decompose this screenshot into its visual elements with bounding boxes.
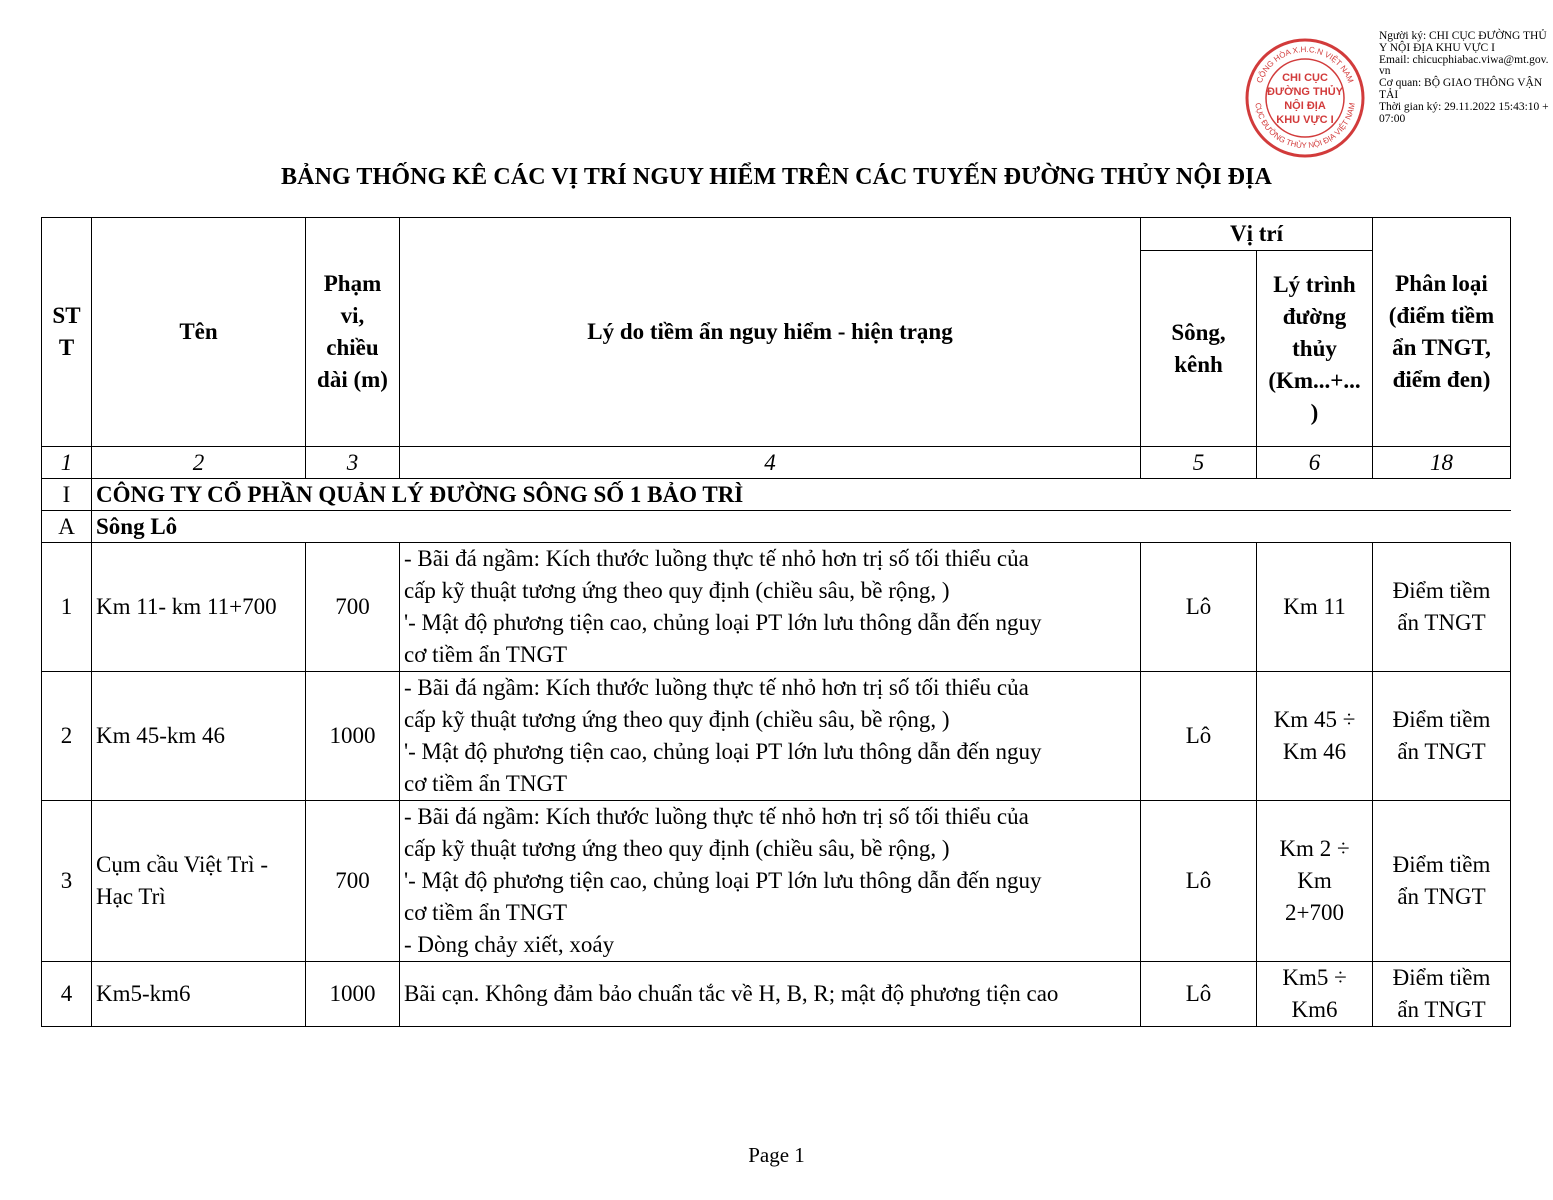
row-ten: Km5-km6 xyxy=(92,962,306,1027)
col-number: 3 xyxy=(306,447,400,479)
header-ly-do: Lý do tiềm ẩn nguy hiểm - hiện trạng xyxy=(400,218,1141,447)
section-title: Sông Lô xyxy=(92,511,1511,543)
svg-text:CỘNG HÒA X.H.C.N VIỆT NAM: CỘNG HÒA X.H.C.N VIỆT NAM xyxy=(1254,44,1356,85)
row-pham-vi: 1000 xyxy=(306,672,400,801)
table-row xyxy=(42,962,1511,1027)
row-song: Lô xyxy=(1141,543,1257,672)
svg-text:KHU VỰC I: KHU VỰC I xyxy=(1276,114,1334,126)
digital-signature-info xyxy=(1379,31,1549,125)
svg-text:ĐƯỜNG THỦY: ĐƯỜNG THỦY xyxy=(1267,86,1343,98)
row-stt: 3 xyxy=(42,801,92,962)
header-ly-trinh: Lý trình đường thủy (Km...+... ) xyxy=(1257,251,1373,447)
header-pham-vi: Phạm vi, chiều dài (m) xyxy=(306,218,400,447)
hazard-table xyxy=(41,217,1511,1027)
row-ten: Km 11- km 11+700 xyxy=(92,543,306,672)
row-stt: 2 xyxy=(42,672,92,801)
section-number: A xyxy=(42,511,92,543)
row-stt: 1 xyxy=(42,543,92,672)
row-song: Lô xyxy=(1141,672,1257,801)
column-number-row xyxy=(42,447,1511,479)
svg-text:CỤC ĐƯỜNG THỦY NỘI ĐỊA VIỆT NA: CỤC ĐƯỜNG THỦY NỘI ĐỊA VIỆT NAM xyxy=(1253,102,1357,151)
col-number: 2 xyxy=(92,447,306,479)
row-ly-trinh: Km5 ÷ Km6 xyxy=(1257,962,1373,1027)
row-pham-vi: 700 xyxy=(306,801,400,962)
row-ly-trinh: Km 2 ÷ Km 2+700 xyxy=(1257,801,1373,962)
svg-text:NỘI ĐỊA: NỘI ĐỊA xyxy=(1284,100,1326,112)
row-ly-trinh: Km 45 ÷ Km 46 xyxy=(1257,672,1373,801)
row-ly-do: - Bãi đá ngầm: Kích thước luồng thực tế nhỏ hơn trị số tối thiểu của cấp kỹ thuật tương ứng theo quy định (chiều sâu, bề rộng, ) '- Mật độ phương tiện cao, chủng loại PT lớn lưu thông dẫn đến nguy cơ tiềm ẩn TNGT - Dòng chảy xiết, xoáy xyxy=(400,801,1141,962)
header-row xyxy=(42,218,1511,251)
table-row xyxy=(42,801,1511,962)
header-stt: ST T xyxy=(42,218,92,447)
table-row xyxy=(42,672,1511,801)
col-number: 4 xyxy=(400,447,1141,479)
official-seal xyxy=(1243,36,1367,160)
page-footer: Page 1 xyxy=(748,1143,805,1167)
agency-line: Cơ quan: BỘ GIAO THÔNG VẬN TẢI xyxy=(1379,77,1543,101)
svg-text:CHI CỤC: CHI CỤC xyxy=(1282,72,1328,84)
row-phan-loai: Điểm tiềm ẩn TNGT xyxy=(1373,543,1511,672)
section-row-company xyxy=(42,479,1511,511)
col-number: 6 xyxy=(1257,447,1373,479)
row-song: Lô xyxy=(1141,962,1257,1027)
col-number: 1 xyxy=(42,447,92,479)
row-ly-do: Bãi cạn. Không đảm bảo chuẩn tắc về H, B, R; mật độ phương tiện cao xyxy=(400,962,1141,1027)
header-ten: Tên xyxy=(92,218,306,447)
header-song-kenh: Sông, kênh xyxy=(1141,251,1257,447)
sign-time-line: Thời gian ký: 29.11.2022 15:43:10 +07:00 xyxy=(1379,100,1549,125)
row-stt: 4 xyxy=(42,962,92,1027)
row-phan-loai: Điểm tiềm ẩn TNGT xyxy=(1373,962,1511,1027)
email-line: Email: chicucphiabac.viwa@mt.gov.vn xyxy=(1379,53,1549,78)
col-number: 5 xyxy=(1141,447,1257,479)
row-ten: Km 45-km 46 xyxy=(92,672,306,801)
row-ten: Cụm cầu Việt Trì - Hạc Trì xyxy=(92,801,306,962)
row-phan-loai: Điểm tiềm ẩn TNGT xyxy=(1373,672,1511,801)
hazard-table-container xyxy=(41,217,1511,1027)
section-title: CÔNG TY CỔ PHẦN QUẢN LÝ ĐƯỜNG SÔNG SỐ 1 BẢO TRÌ xyxy=(92,479,1511,511)
col-number: 18 xyxy=(1373,447,1511,479)
row-pham-vi: 700 xyxy=(306,543,400,672)
section-row-river xyxy=(42,511,1511,543)
row-ly-do: - Bãi đá ngầm: Kích thước luồng thực tế nhỏ hơn trị số tối thiểu của cấp kỹ thuật tương ứng theo quy định (chiều sâu, bề rộng, ) '- Mật độ phương tiện cao, chủng loại PT lớn lưu thông dẫn đến nguy cơ tiềm ẩn TNGT xyxy=(400,543,1141,672)
row-ly-trinh: Km 11 xyxy=(1257,543,1373,672)
row-ly-do: - Bãi đá ngầm: Kích thước luồng thực tế nhỏ hơn trị số tối thiểu của cấp kỹ thuật tương ứng theo quy định (chiều sâu, bề rộng, ) '- Mật độ phương tiện cao, chủng loại PT lớn lưu thông dẫn đến nguy cơ tiềm ẩn TNGT xyxy=(400,672,1141,801)
section-number: I xyxy=(42,479,92,511)
table-row xyxy=(42,543,1511,672)
header-phan-loai: Phân loại (điểm tiềm ẩn TNGT, điểm đen) xyxy=(1373,218,1511,447)
header-vi-tri: Vị trí xyxy=(1141,218,1373,251)
signer-line: Người ký: CHI CỤC ĐƯỜNG THỦY NỘI ĐỊA KHU VỰC I xyxy=(1379,30,1547,54)
row-song: Lô xyxy=(1141,801,1257,962)
document-title: BẢNG THỐNG KÊ CÁC VỊ TRÍ NGUY HIỂM TRÊN CÁC TUYẾN ĐƯỜNG THỦY NỘI ĐỊA xyxy=(281,164,1272,190)
row-phan-loai: Điểm tiềm ẩn TNGT xyxy=(1373,801,1511,962)
row-pham-vi: 1000 xyxy=(306,962,400,1027)
